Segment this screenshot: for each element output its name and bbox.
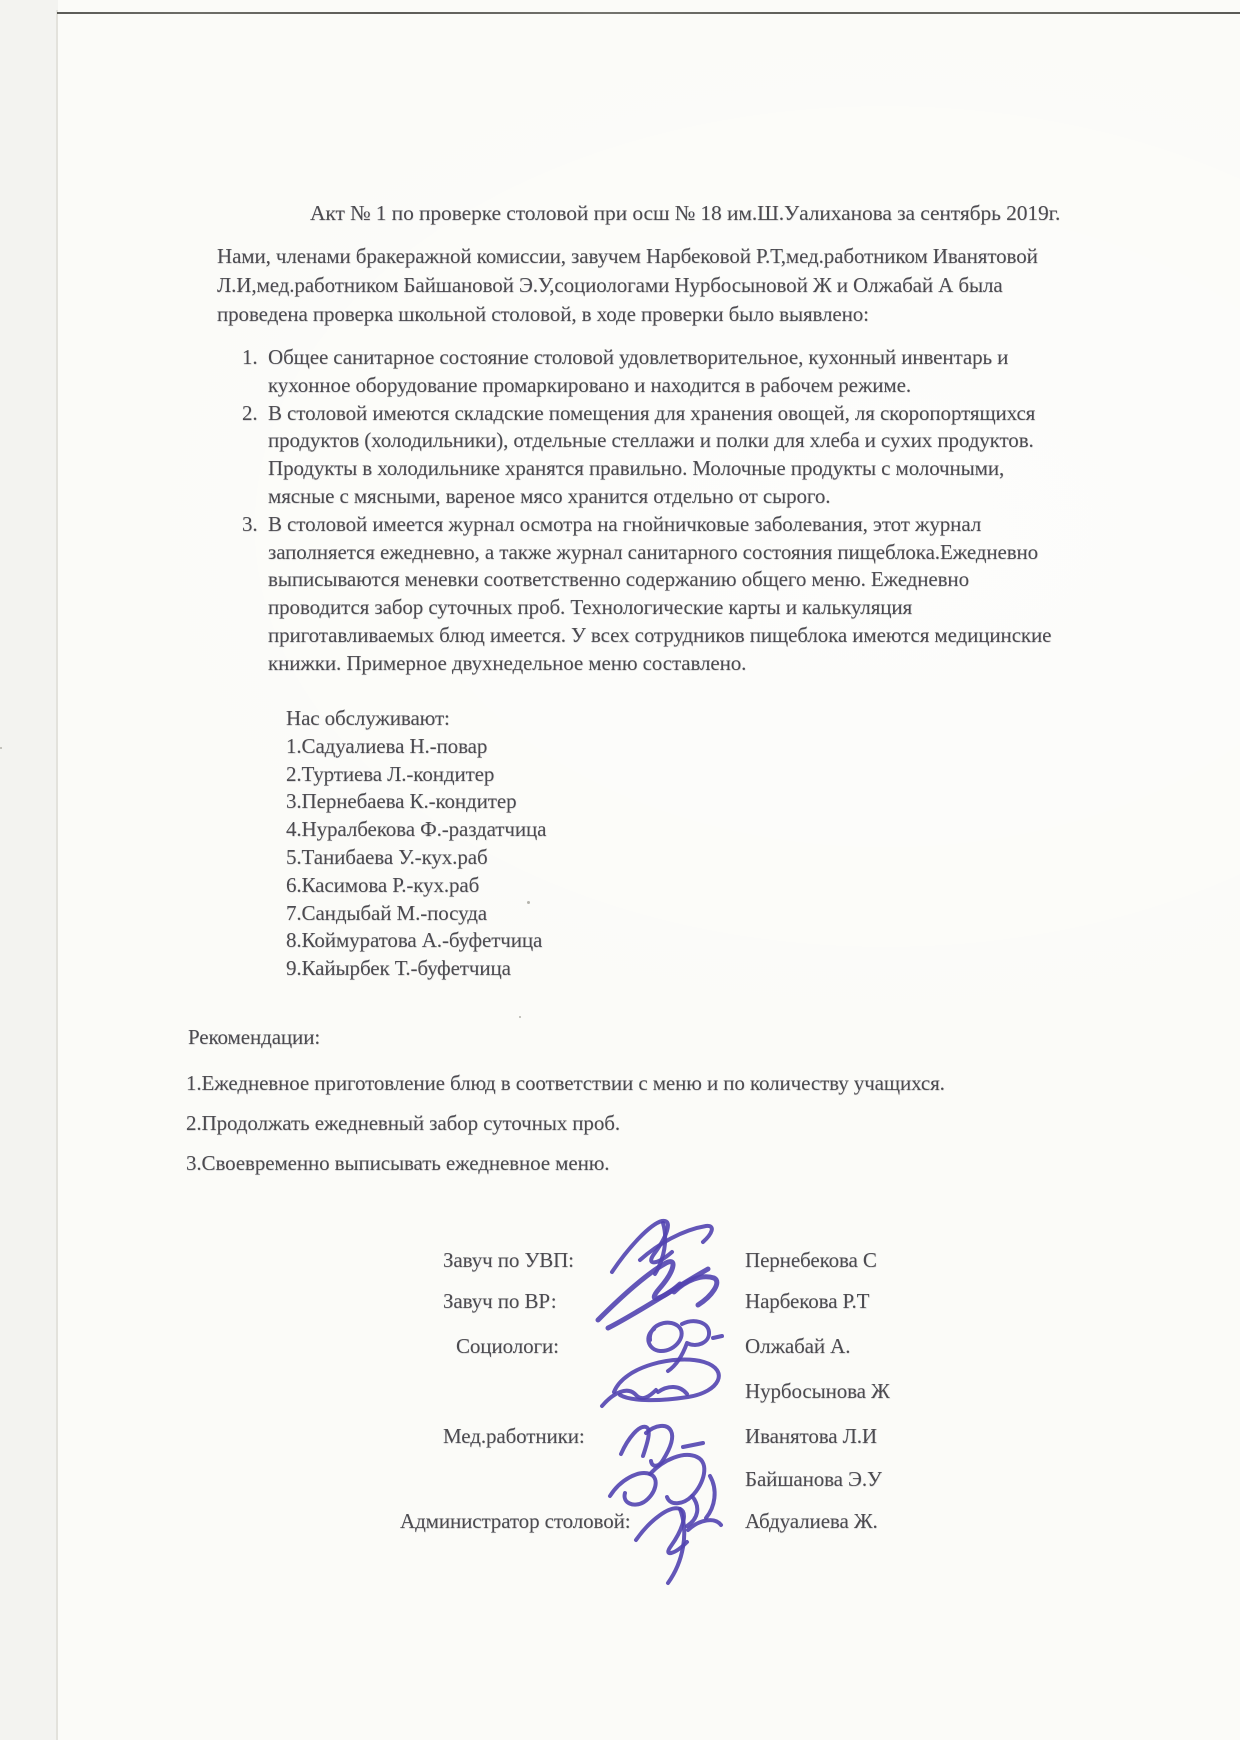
signature-name: Пернебекова С [745,1248,877,1272]
finding-text: Общее санитарное состояние столовой удовлетворительное, кухонный инвентарь и кухонное оборудование промаркировано и находится в рабочем режиме. [268,345,1009,397]
finding-text: В столовой имеются складские помещения для хранения овощей, ля скоропортящихся продуктов (холодильники), отдельные стеллажи и полки для хлеба и сухих продуктов. Продукты в холодильнике хранятся правильно. Молочные продукты с молочными, мясные с мясными, вареное мясо хранится отдельно от сырого. [268,400,1036,508]
signature-name: Абдуалиева Ж. [745,1509,878,1533]
staff-item: 5.Танибаева У.-кух.раб [286,844,488,869]
page-edge-line [56,10,58,1740]
staff-heading: Нас обслуживают: [286,706,450,730]
signature-name: Нарбекова Р.Т [745,1289,870,1313]
handwritten-signature [620,1488,735,1588]
staff-item: 3.Пернебаева К.-кондитер [286,789,517,814]
recommendation-item: 2.Продолжать ежедневный забор суточных проб. [186,1111,620,1135]
finding-number: 2. [242,400,258,425]
scan-bottom-band [0,1740,1240,1755]
finding-number: 3. [242,511,258,536]
recommendation-item: 1.Ежедневное приготовление блюд в соответствии с меню и по количеству учащихся. [186,1071,945,1095]
scan-speckle [519,1016,521,1018]
signature-name: Олжабай А. [745,1334,851,1358]
finding-item [220,344,1065,400]
scan-speckle [0,747,2,749]
staff-item: 1.Садуалиева Н.-повар [286,733,488,758]
staff-section [286,705,546,983]
staff-item: 8.Коймуратова А.-буфетчица [286,928,543,953]
signature-label: Администратор столовой: [400,1509,631,1533]
staff-item: 9.Кайырбек Т.-буфетчица [286,956,511,981]
page-title: Акт № 1 по проверке столовой при осш № 18 им.Ш.Уалиханова за сентябрь 2019г. [310,201,1061,225]
staff-item: 6.Касимова Р.-кух.раб [286,872,480,897]
finding-number: 1. [242,345,258,369]
recommendation-item: 3.Своевременно выписывать ежедневное меню. [186,1151,610,1175]
signature-label: Завуч по ВР: [443,1289,557,1313]
handwritten-signature [590,1352,740,1414]
signature-name: Нурбосынова Ж [745,1379,890,1403]
staff-item: 2.Туртиева Л.-кондитер [286,761,495,786]
signature-label: Социологи: [456,1334,559,1358]
finding-item [220,511,1065,678]
finding-item [220,400,1065,511]
staff-item: 4.Нуралбекова Ф.-раздатчица [286,817,547,842]
intro-paragraph: Нами, членами бракеражной комиссии, завучем Нарбековой Р.Т,мед.работником Иванятовой Л.И,мед.работником Байшановой Э.У,социологами Нурбосыновой Ж и Олжабай А была проведена проверка школьной столовой, в ходе проверки было выявлено: [217,244,1038,326]
signature-name: Байшанова Э.У [745,1467,882,1491]
signature-label: Завуч по УВП: [443,1248,574,1272]
finding-text: В столовой имеется журнал осмотра на гнойничковые заболевания, этот журнал заполняется ежедневно, а также журнал санитарного состояния пищеблока.Ежедневно выписываются меневки соответственно содержанию общего меню. Ежедневно проводится забор суточных проб. Технологические карты и калькуляция приготавливаемых блюд имеется. У всех сотрудников пищеблока имеются медицинские книжки. Примерное двухнедельное меню составлено. [268,511,1052,675]
signature-label: Мед.работники: [443,1424,585,1448]
signature-name: Иванятова Л.И [745,1424,877,1448]
findings-list [220,344,1065,678]
scan-top-edge-line [57,12,1240,14]
recommendations-heading: Рекомендации: [188,1025,321,1049]
staff-item: 7.Сандыбай М.-посуда [286,900,488,925]
